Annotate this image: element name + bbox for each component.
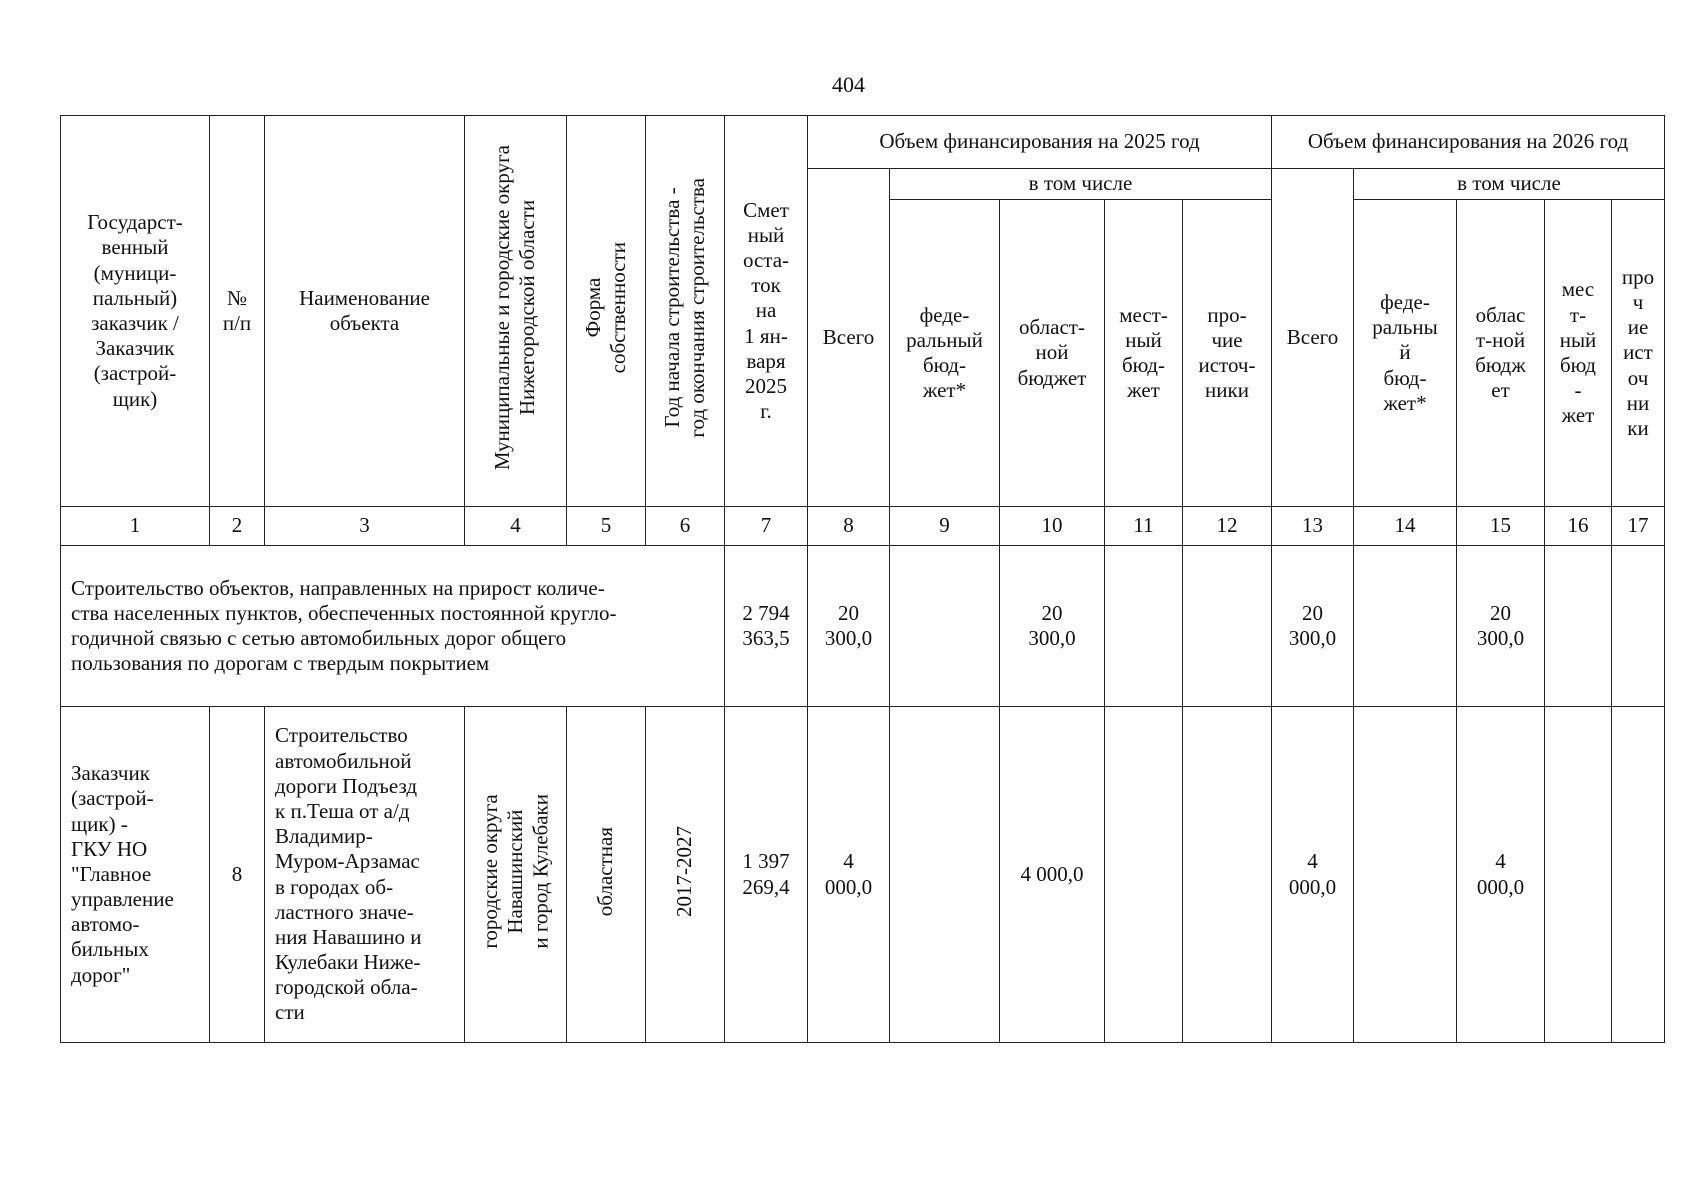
section-other-2025 xyxy=(1183,546,1272,707)
section-local-2026 xyxy=(1545,546,1612,707)
row-federal-2025 xyxy=(890,707,1000,1043)
row-years: 2017-2027 xyxy=(646,707,725,1043)
column-number: 9 xyxy=(890,507,1000,546)
header-other-2025: про- чие источ- ники xyxy=(1183,200,1272,507)
row-local-2025 xyxy=(1105,707,1183,1043)
row-federal-2026 xyxy=(1354,707,1457,1043)
header-federal-2026: феде- ральны й бюд- жет* xyxy=(1354,200,1457,507)
header-including-2025: в том числе xyxy=(890,169,1272,200)
header-customer: Государст- венный (муници- пальный) заказчик / Заказчик (застрой- щик) xyxy=(61,116,210,507)
row-customer: Заказчик (застрой- щик) - ГКУ НО "Главное управление автомо- бильных дорог" xyxy=(61,707,210,1043)
row-number: 8 xyxy=(210,707,265,1043)
column-number: 11 xyxy=(1105,507,1183,546)
header-including-2026: в том числе xyxy=(1354,169,1665,200)
column-number: 14 xyxy=(1354,507,1457,546)
row-other-2025 xyxy=(1183,707,1272,1043)
row-total-2025: 4 000,0 xyxy=(808,707,890,1043)
section-regional-2026: 20 300,0 xyxy=(1457,546,1545,707)
column-number: 12 xyxy=(1183,507,1272,546)
row-local-2026 xyxy=(1545,707,1612,1043)
header-regional-2026: облас т-ной бюдж ет xyxy=(1457,200,1545,507)
section-total-2026: 20 300,0 xyxy=(1272,546,1354,707)
section-title: Строительство объектов, направленных на прирост количе- ства населенных пунктов, обеспеченных постоянной кругло- годичной связью с сетью автомобильных дорог общего пользования по дорогам с твердым покрытием xyxy=(61,546,725,707)
section-total-2025: 20 300,0 xyxy=(808,546,890,707)
column-number: 3 xyxy=(265,507,465,546)
row-other-2026 xyxy=(1612,707,1665,1043)
header-financing-2025: Объем финансирования на 2025 год xyxy=(808,116,1272,169)
header-other-2026: про ч ие ист оч ни ки xyxy=(1612,200,1665,507)
column-number: 6 xyxy=(646,507,725,546)
header-federal-2025: феде- ральный бюд- жет* xyxy=(890,200,1000,507)
column-number: 10 xyxy=(1000,507,1105,546)
header-financing-2026: Объем финансирования на 2026 год xyxy=(1272,116,1665,169)
header-local-2025: мест- ный бюд- жет xyxy=(1105,200,1183,507)
header-total-2025: Всего xyxy=(808,169,890,507)
row-ownership: областная xyxy=(567,707,646,1043)
header-years: Год начала строительства - год окончания строительства xyxy=(646,116,725,507)
column-number: 5 xyxy=(567,507,646,546)
column-number: 8 xyxy=(808,507,890,546)
header-object-name: Наименование объекта xyxy=(265,116,465,507)
financing-table xyxy=(60,115,1665,1043)
header-row-1 xyxy=(61,116,1665,169)
column-number: 17 xyxy=(1612,507,1665,546)
column-number: 13 xyxy=(1272,507,1354,546)
section-regional-2025: 20 300,0 xyxy=(1000,546,1105,707)
column-number: 16 xyxy=(1545,507,1612,546)
page-number: 404 xyxy=(832,72,865,97)
header-estimate: Смет ный оста- ток на 1 ян- варя 2025 г. xyxy=(725,116,808,507)
header-regional-2025: област- ной бюджет xyxy=(1000,200,1105,507)
section-local-2025 xyxy=(1105,546,1183,707)
row-regional-2026: 4 000,0 xyxy=(1457,707,1545,1043)
column-number: 1 xyxy=(61,507,210,546)
row-regional-2025: 4 000,0 xyxy=(1000,707,1105,1043)
section-other-2026 xyxy=(1612,546,1665,707)
table-row xyxy=(61,707,1665,1043)
header-ownership: Форма собственности xyxy=(567,116,646,507)
column-number: 2 xyxy=(210,507,265,546)
row-estimate: 1 397 269,4 xyxy=(725,707,808,1043)
row-municipality: городские округа Навашинский и город Кулебаки xyxy=(465,707,567,1043)
section-federal-2026 xyxy=(1354,546,1457,707)
column-number: 7 xyxy=(725,507,808,546)
header-number: № п/п xyxy=(210,116,265,507)
header-local-2026: мес т- ный бюд - жет xyxy=(1545,200,1612,507)
row-object-name: Строительство автомобильной дороги Подъезд к п.Теша от а/д Владимир- Муром-Арзамас в городах об- ластного значе- ния Навашино и Кулебаки Ниже- городской обла- сти xyxy=(265,707,465,1043)
header-municipality: Муниципальные и городские округа Нижегородской области xyxy=(465,116,567,507)
section-row xyxy=(61,546,1665,707)
header-total-2026: Всего xyxy=(1272,169,1354,507)
section-estimate: 2 794 363,5 xyxy=(725,546,808,707)
column-number: 4 xyxy=(465,507,567,546)
column-number-row xyxy=(61,507,1665,546)
section-federal-2025 xyxy=(890,546,1000,707)
column-number: 15 xyxy=(1457,507,1545,546)
row-total-2026: 4 000,0 xyxy=(1272,707,1354,1043)
